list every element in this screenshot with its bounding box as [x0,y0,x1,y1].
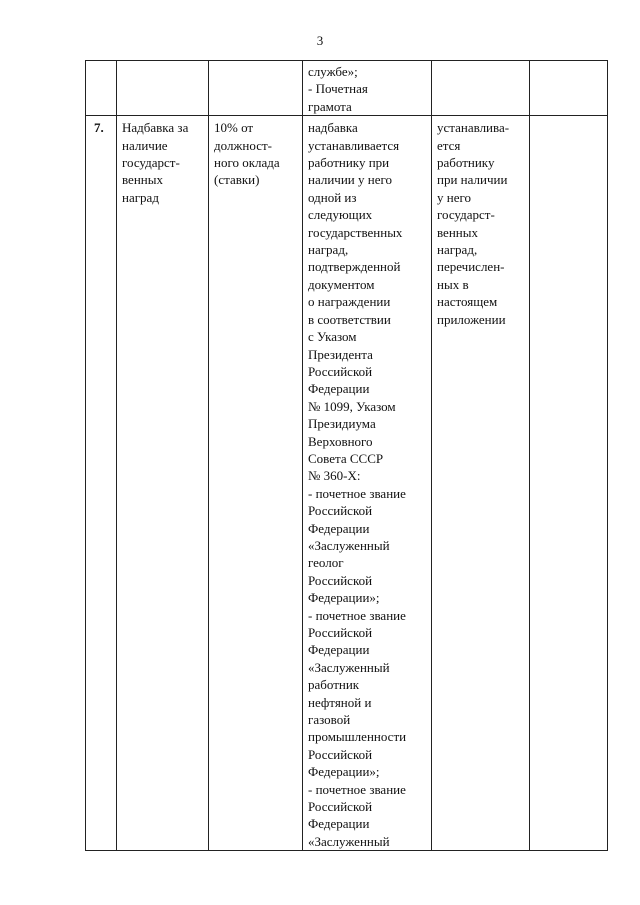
table-row-7 [86,116,608,851]
payments-table [85,60,608,851]
cell-procedure: устанавлива- ется работнику при наличии у него государст- венных наград, перечислен- ных в настоящем приложении [432,116,530,851]
cell-amount: 10% от должност- ного оклада (ставки) [209,116,303,851]
cell-name [117,61,209,116]
cell-number [86,61,117,116]
table-row-continuation [86,61,608,116]
cell-note [530,61,608,116]
page-number: 3 [316,33,324,48]
cell-amount [209,61,303,116]
cell-procedure [432,61,530,116]
cell-condition: надбавка устанавливается работнику при наличии у него одной из следующих государственных наград, подтвержденной документом о награждении в соответствии с Указом Президента Российской Федерации № 1099, Указом Президиума Верховного Совета СССР № 360-Х: - почетное звание Российской Федерации «Заслуженный геолог Российской Федерации»; - почетное звание Российской Федерации «Заслуженный работник нефтяной и газовой промышленности Российской Федерации»; - почетное звание Российской Федерации «Заслуженный [303,116,432,851]
cell-name: Надбавка за наличие государст- венных наград [117,116,209,851]
cell-number: 7. [86,116,117,851]
cell-condition: службе»; - Почетная грамота [303,61,432,116]
cell-note [530,116,608,851]
